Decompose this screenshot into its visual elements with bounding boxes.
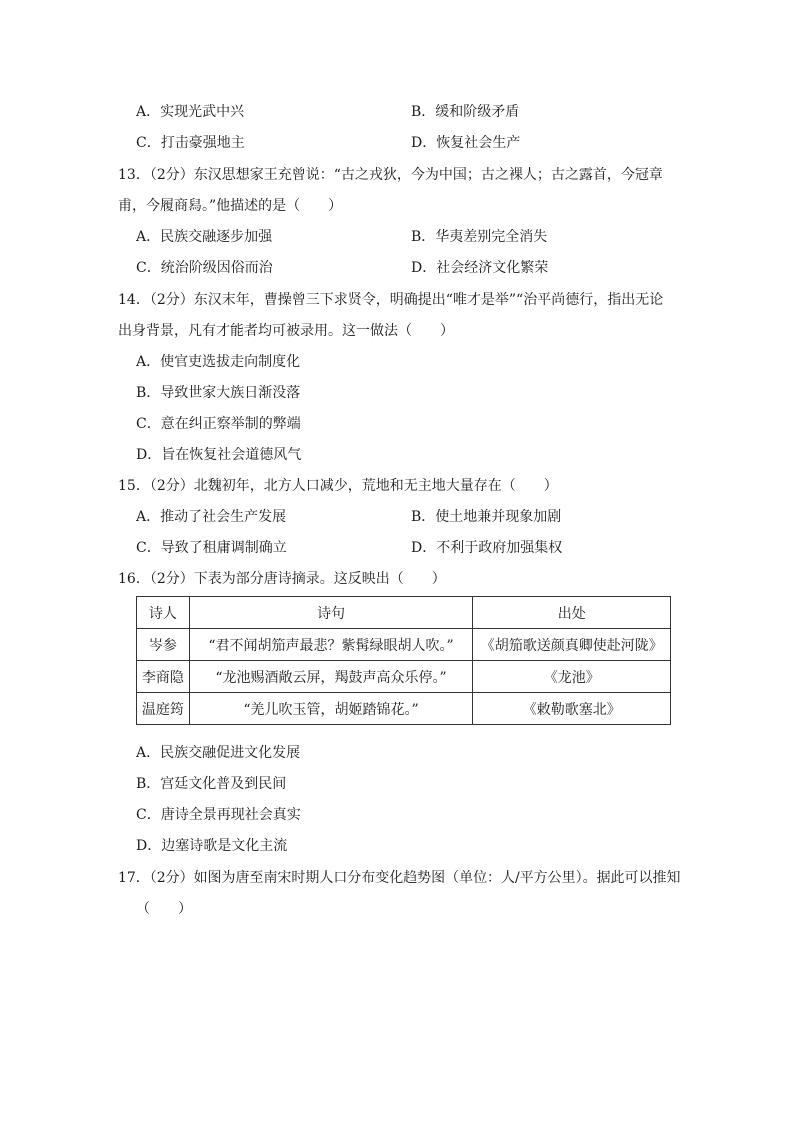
cell-poet: 温庭筠 — [137, 693, 190, 725]
q14-option-d: D．旨在恢复社会道德风气 — [136, 447, 302, 463]
q14-stem-line1: 14．（2分）东汉末年，曹操曾三下求贤令，明确提出“唯才是举”“治平尚德行，指出无论 — [118, 292, 664, 308]
q14-option-b: B．导致世家大族日渐没落 — [136, 385, 301, 401]
table-header-row — [137, 597, 671, 629]
cell-source: 《胡笳歌送颜真卿使赴河陇》 — [473, 629, 671, 661]
q13-option-c: C．统治阶级因俗而治 — [136, 260, 273, 276]
q16-stem-line1: 16．（2分）下表为部分唐诗摘录。这反映出（ ） — [118, 571, 446, 587]
q14-stem-line2: 出身背景，凡有才能者均可被录用。这一做法（ ） — [118, 323, 454, 339]
q13-option-a: A．民族交融逐步加强 — [136, 229, 273, 245]
q13-stem-line2: 甫，今履商舄。”他描述的是（ ） — [118, 198, 343, 214]
header-poet: 诗人 — [137, 597, 190, 629]
cell-verse: “君不闻胡笳声最悲？紫髯绿眼胡人吹。” — [189, 629, 473, 661]
cell-verse: “羌儿吹玉管，胡姬踏锦花。” — [189, 693, 473, 725]
q14-option-a: A．使官吏选拔走向制度化 — [136, 354, 301, 370]
cell-verse: “龙池赐酒敞云屏，羯鼓声高众乐停。” — [189, 661, 473, 693]
q16-option-c: C．唐诗全景再现社会真实 — [136, 807, 301, 823]
cell-poet: 李商隐 — [137, 661, 190, 693]
q16-option-a: A．民族交融促进文化发展 — [136, 745, 301, 761]
q15-option-b: B．使土地兼并现象加剧 — [411, 509, 562, 525]
q17-stem-line1: 17．（2分）如图为唐至南宋时期人口分布变化趋势图（单位：人/平方公里）。据此可以推知 — [118, 870, 681, 886]
cell-poet: 岑参 — [137, 629, 190, 661]
q12-option-c: C．打击豪强地主 — [136, 135, 245, 151]
header-source: 出处 — [473, 597, 671, 629]
q16-option-d: D．边塞诗歌是文化主流 — [136, 838, 288, 854]
table-row — [137, 629, 671, 661]
q12-option-a: A．实现光武中兴 — [136, 104, 245, 120]
tang-poems-table — [136, 596, 671, 725]
q13-stem-line1: 13．（2分）东汉思想家王充曾说：“古之戎狄，今为中国；古之裸人；古之露首，今冠章 — [118, 167, 663, 183]
q17-stem-line2: （ ） — [136, 901, 192, 917]
q15-option-d: D．不利于政府加强集权 — [411, 540, 563, 556]
table-row — [137, 661, 671, 693]
q15-stem-line1: 15．（2分）北魏初年，北方人口减少，荒地和无主地大量存在（ ） — [118, 478, 558, 494]
q15-option-c: C．导致了租庸调制确立 — [136, 540, 287, 556]
q16-option-b: B．宫廷文化普及到民间 — [136, 776, 287, 792]
header-verse: 诗句 — [189, 597, 473, 629]
q13-option-b: B．华夷差别完全消失 — [411, 229, 548, 245]
q12-option-b: B．缓和阶级矛盾 — [411, 104, 520, 120]
table-row — [137, 693, 671, 725]
q15-option-a: A．推动了社会生产发展 — [136, 509, 287, 525]
q13-option-d: D．社会经济文化繁荣 — [411, 260, 549, 276]
q14-option-c: C．意在纠正察举制的弊端 — [136, 416, 301, 432]
cell-source: 《龙池》 — [473, 661, 671, 693]
q12-option-d: D．恢复社会生产 — [411, 135, 521, 151]
cell-source: 《敕勒歌塞北》 — [473, 693, 671, 725]
